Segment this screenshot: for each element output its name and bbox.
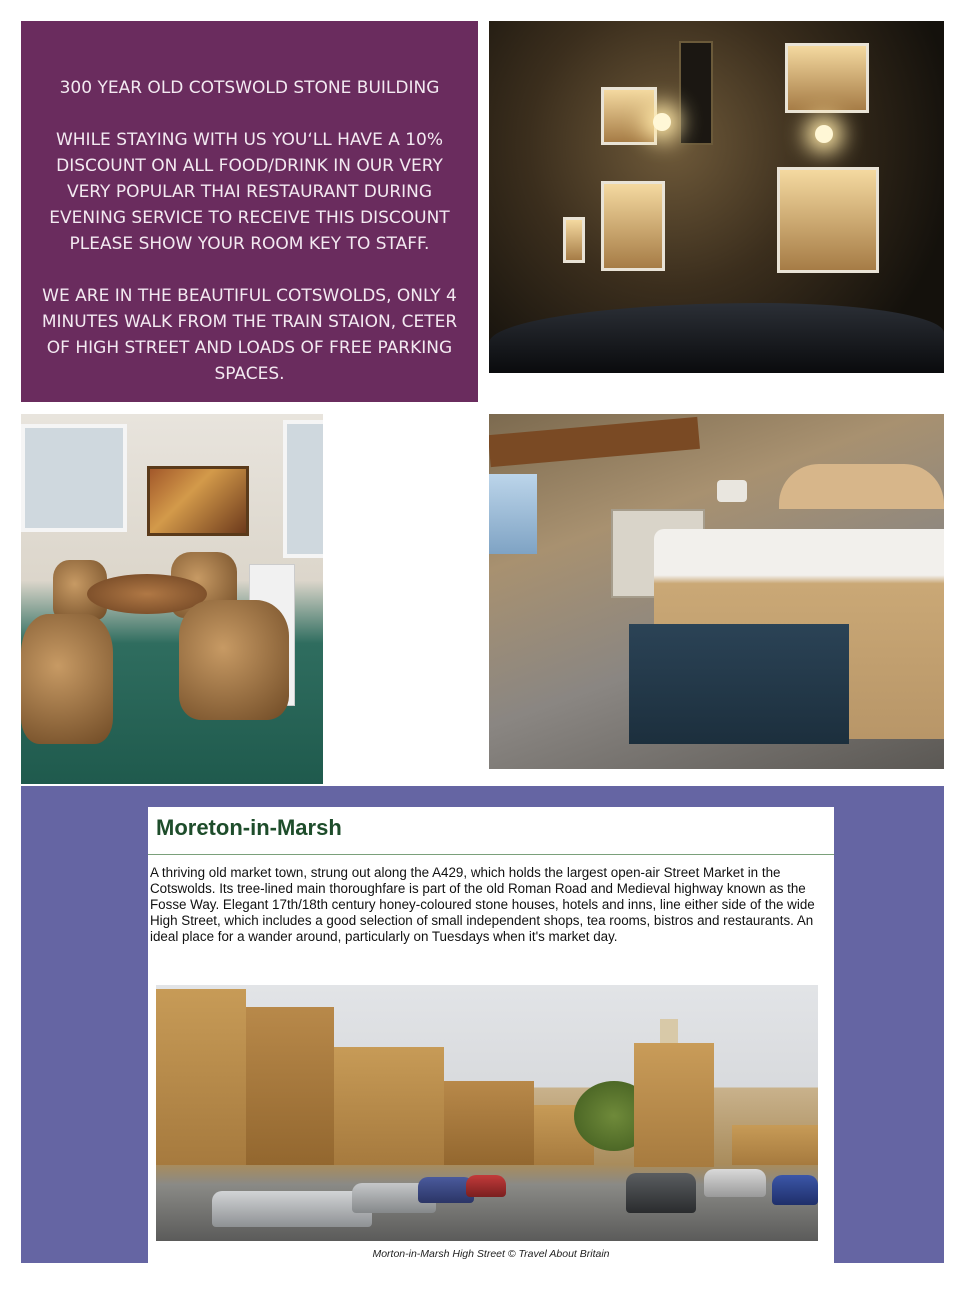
window bbox=[601, 87, 657, 145]
wall-lamp bbox=[815, 125, 833, 143]
car bbox=[626, 1173, 696, 1213]
ceiling-beam bbox=[489, 417, 700, 467]
bedside-lamp bbox=[717, 480, 747, 502]
moreton-card bbox=[148, 807, 834, 1265]
night-exterior-photo bbox=[489, 21, 944, 373]
car-silhouette bbox=[489, 303, 944, 373]
redesdale-hall bbox=[634, 1043, 714, 1167]
building bbox=[732, 1125, 818, 1165]
carved-chair bbox=[179, 600, 289, 720]
window bbox=[21, 424, 127, 532]
building bbox=[246, 1007, 334, 1165]
car bbox=[772, 1175, 818, 1205]
card-title: Moreton-in-Marsh bbox=[156, 815, 342, 840]
info-heading: 300 YEAR OLD COTSWOLD STONE BUILDING bbox=[59, 78, 440, 98]
building bbox=[334, 1047, 444, 1165]
carved-chair bbox=[21, 614, 113, 744]
carved-table bbox=[87, 574, 207, 614]
pub-sign bbox=[679, 41, 713, 145]
building bbox=[444, 1081, 534, 1165]
skylight bbox=[489, 474, 537, 554]
window bbox=[283, 420, 323, 558]
info-panel bbox=[21, 21, 478, 402]
building bbox=[156, 989, 246, 1165]
window bbox=[785, 43, 869, 113]
wall-lamp bbox=[653, 113, 671, 131]
car bbox=[704, 1169, 766, 1197]
window bbox=[777, 167, 879, 273]
painting bbox=[147, 466, 249, 536]
headboard bbox=[779, 464, 944, 509]
title-divider bbox=[148, 854, 834, 855]
bedroom-photo bbox=[489, 414, 944, 769]
car bbox=[466, 1175, 506, 1197]
high-street-photo bbox=[156, 985, 818, 1241]
info-location-text: WE ARE IN THE BEAUTIFUL COTSWOLDS, ONLY 4 MINUTES WALK FROM THE TRAIN STAION, CETER OF HIGH STREET AND LOADS OF FREE PARKING SPACES. bbox=[41, 286, 458, 384]
info-discount-text: WHILE STAYING WITH US YOU‘LL HAVE A 10% DISCOUNT ON ALL FOOD/DRINK IN OUR VERY VERY POPULAR THAI RESTAURANT DURING EVENING SERVICE TO RECEIVE THIS DISCOUNT PLEASE SHOW YOUR ROOM KEY TO STAFF. bbox=[49, 130, 450, 254]
window bbox=[563, 217, 585, 263]
blanket-chest bbox=[629, 624, 849, 744]
card-description: A thriving old market town, strung out along the A429, which holds the largest open-air Street Market in the Cotswolds. Its tree-lined main thoroughfare is part of the old Roman Road and Medieval highway known as the Fosse Way. Elegant 17th/18th century honey-coloured stone houses, hotels and inns, line either side of the wide High Street, which includes a good selection of small independent shops, tea rooms, bistros and restaurants. An ideal place for a wander around, particularly on Tuesdays when it's market day. bbox=[150, 865, 815, 944]
window bbox=[601, 181, 665, 271]
photo-caption: Morton-in-Marsh High Street © Travel About Britain bbox=[372, 1248, 610, 1260]
car bbox=[212, 1191, 372, 1227]
dining-room-photo bbox=[21, 414, 323, 784]
